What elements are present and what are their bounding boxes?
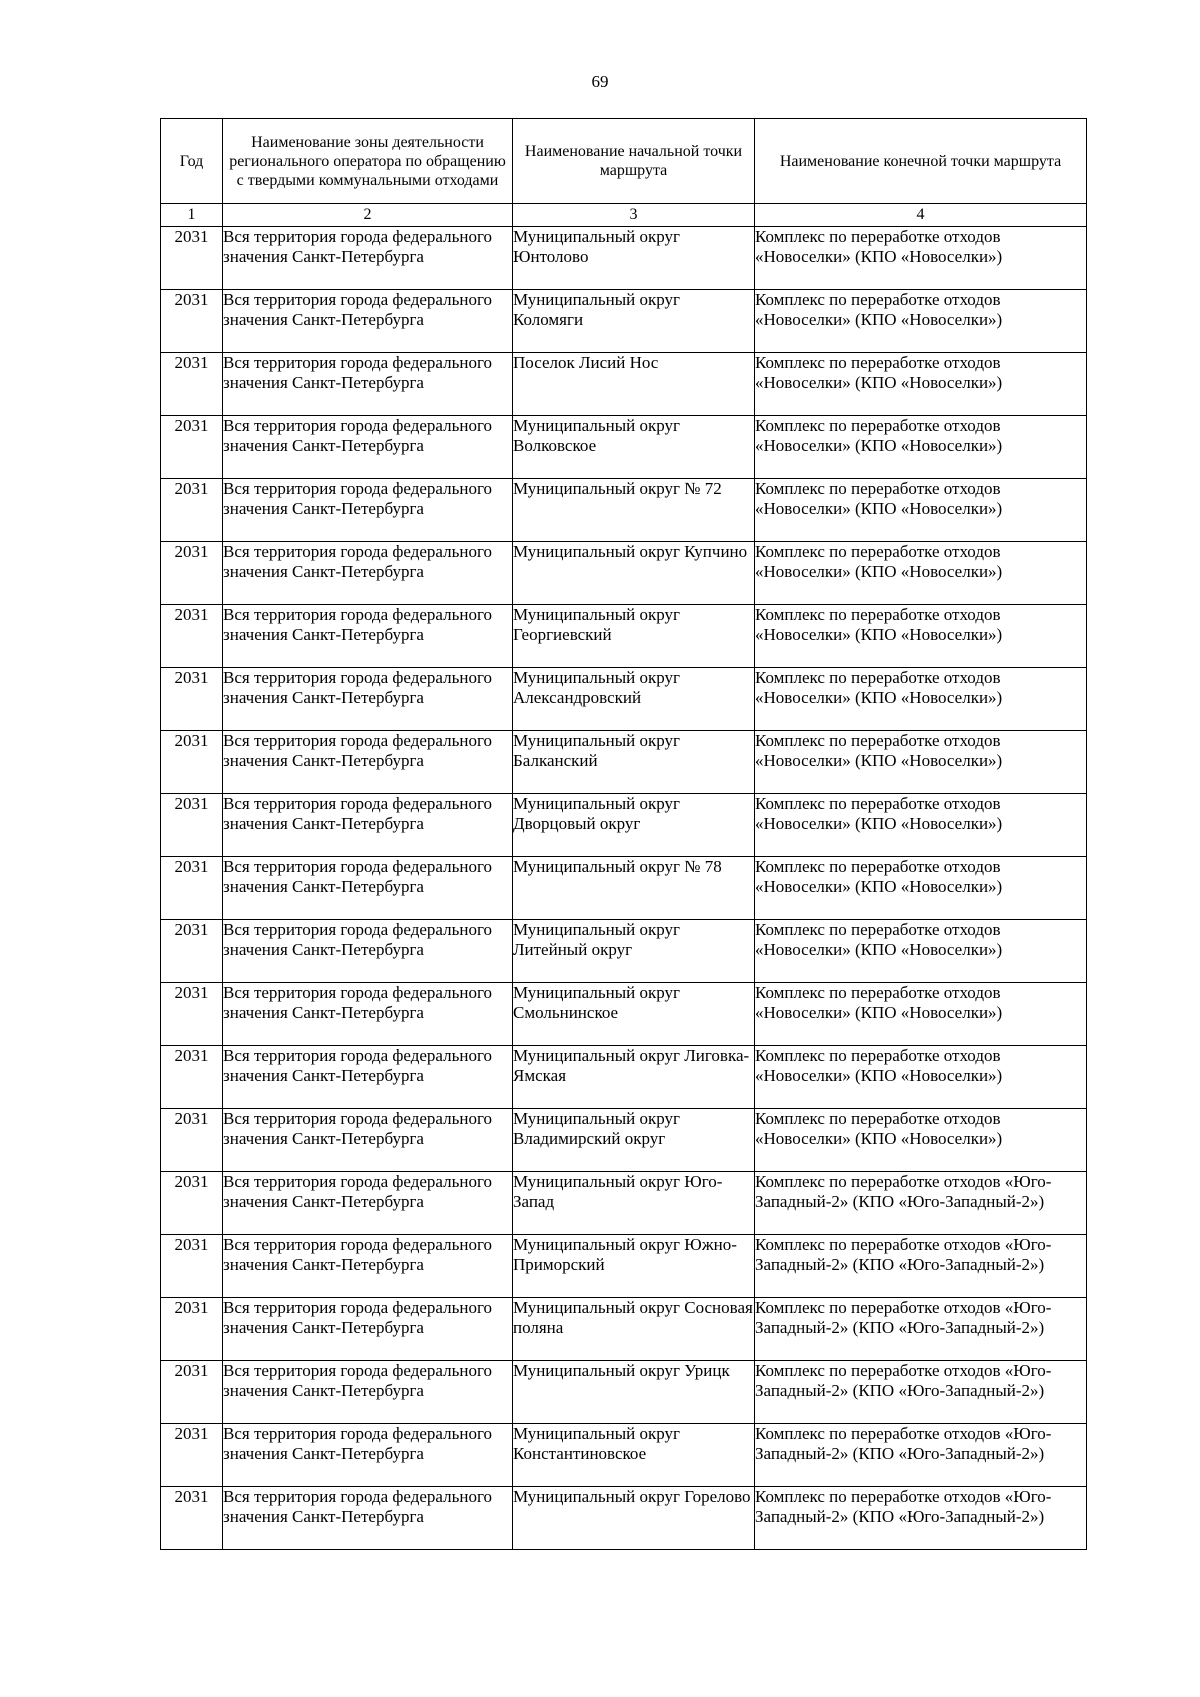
cell-year: 2031 — [161, 542, 223, 605]
cell-end-point: Комплекс по переработке отходов «Новоселки» (КПО «Новоселки») — [755, 353, 1087, 416]
cell-start-point: Муниципальный округ Литейный округ — [513, 920, 755, 983]
table-row — [161, 479, 1087, 542]
cell-year: 2031 — [161, 479, 223, 542]
cell-end-point: Комплекс по переработке отходов «Юго-Западный-2» (КПО «Юго-Западный-2») — [755, 1298, 1087, 1361]
cell-end-point: Комплекс по переработке отходов «Новоселки» (КПО «Новоселки») — [755, 227, 1087, 290]
cell-year: 2031 — [161, 227, 223, 290]
cell-zone: Вся территория города федерального значения Санкт-Петербурга — [223, 668, 513, 731]
cell-start-point: Муниципальный округ Дворцовый округ — [513, 794, 755, 857]
cell-zone: Вся территория города федерального значения Санкт-Петербурга — [223, 1046, 513, 1109]
cell-end-point: Комплекс по переработке отходов «Юго-Западный-2» (КПО «Юго-Западный-2») — [755, 1172, 1087, 1235]
table-row — [161, 920, 1087, 983]
cell-end-point: Комплекс по переработке отходов «Юго-Западный-2» (КПО «Юго-Западный-2») — [755, 1487, 1087, 1550]
column-number: 4 — [755, 204, 1087, 227]
cell-zone: Вся территория города федерального значения Санкт-Петербурга — [223, 542, 513, 605]
table-body — [161, 204, 1087, 1550]
table-row — [161, 1109, 1087, 1172]
cell-end-point: Комплекс по переработке отходов «Новоселки» (КПО «Новоселки») — [755, 668, 1087, 731]
cell-zone: Вся территория города федерального значения Санкт-Петербурга — [223, 1424, 513, 1487]
table-row — [161, 1298, 1087, 1361]
table-row — [161, 542, 1087, 605]
table-row — [161, 1361, 1087, 1424]
cell-year: 2031 — [161, 353, 223, 416]
table-row — [161, 983, 1087, 1046]
cell-zone: Вся территория города федерального значения Санкт-Петербурга — [223, 1235, 513, 1298]
cell-zone: Вся территория города федерального значения Санкт-Петербурга — [223, 1361, 513, 1424]
header-row — [161, 119, 1087, 204]
table-row — [161, 794, 1087, 857]
cell-end-point: Комплекс по переработке отходов «Новоселки» (КПО «Новоселки») — [755, 542, 1087, 605]
cell-zone: Вся территория города федерального значения Санкт-Петербурга — [223, 731, 513, 794]
cell-end-point: Комплекс по переработке отходов «Новоселки» (КПО «Новоселки») — [755, 290, 1087, 353]
cell-zone: Вся территория города федерального значения Санкт-Петербурга — [223, 605, 513, 668]
cell-year: 2031 — [161, 983, 223, 1046]
cell-start-point: Муниципальный округ Коломяги — [513, 290, 755, 353]
table-row — [161, 1487, 1087, 1550]
table-row — [161, 668, 1087, 731]
cell-start-point: Муниципальный округ Константиновское — [513, 1424, 755, 1487]
cell-year: 2031 — [161, 920, 223, 983]
cell-start-point: Муниципальный округ Южно-Приморский — [513, 1235, 755, 1298]
column-number: 1 — [161, 204, 223, 227]
table-row — [161, 353, 1087, 416]
cell-end-point: Комплекс по переработке отходов «Новоселки» (КПО «Новоселки») — [755, 605, 1087, 668]
cell-end-point: Комплекс по переработке отходов «Юго-Западный-2» (КПО «Юго-Западный-2») — [755, 1361, 1087, 1424]
cell-zone: Вся территория города федерального значения Санкт-Петербурга — [223, 920, 513, 983]
cell-start-point: Муниципальный округ Горелово — [513, 1487, 755, 1550]
table-row — [161, 1046, 1087, 1109]
cell-end-point: Комплекс по переработке отходов «Новоселки» (КПО «Новоселки») — [755, 731, 1087, 794]
cell-zone: Вся территория города федерального значения Санкт-Петербурга — [223, 1172, 513, 1235]
cell-year: 2031 — [161, 731, 223, 794]
cell-zone: Вся территория города федерального значения Санкт-Петербурга — [223, 983, 513, 1046]
cell-start-point: Муниципальный округ Смольнинское — [513, 983, 755, 1046]
cell-end-point: Комплекс по переработке отходов «Новоселки» (КПО «Новоселки») — [755, 857, 1087, 920]
table-row — [161, 731, 1087, 794]
cell-start-point: Муниципальный округ Волковское — [513, 416, 755, 479]
cell-start-point: Поселок Лисий Нос — [513, 353, 755, 416]
cell-year: 2031 — [161, 1298, 223, 1361]
header-zone: Наименование зоны деятельности регионального оператора по обращению с твердыми коммунальными отходами — [223, 119, 513, 204]
cell-start-point: Муниципальный округ № 78 — [513, 857, 755, 920]
table-row — [161, 857, 1087, 920]
cell-year: 2031 — [161, 290, 223, 353]
cell-year: 2031 — [161, 857, 223, 920]
cell-start-point: Муниципальный округ Купчино — [513, 542, 755, 605]
cell-year: 2031 — [161, 794, 223, 857]
cell-end-point: Комплекс по переработке отходов «Юго-Западный-2» (КПО «Юго-Западный-2») — [755, 1424, 1087, 1487]
route-table — [160, 118, 1087, 1550]
cell-year: 2031 — [161, 1172, 223, 1235]
column-number-row — [161, 204, 1087, 227]
cell-year: 2031 — [161, 1235, 223, 1298]
cell-zone: Вся территория города федерального значения Санкт-Петербурга — [223, 353, 513, 416]
cell-start-point: Муниципальный округ Георгиевский — [513, 605, 755, 668]
cell-start-point: Муниципальный округ Сосновая поляна — [513, 1298, 755, 1361]
cell-start-point: Муниципальный округ Балканский — [513, 731, 755, 794]
table-row — [161, 1424, 1087, 1487]
cell-year: 2031 — [161, 1046, 223, 1109]
cell-zone: Вся территория города федерального значения Санкт-Петербурга — [223, 416, 513, 479]
page-number: 69 — [591, 72, 609, 91]
header-start-point: Наименование начальной точки маршрута — [513, 119, 755, 204]
column-number: 2 — [223, 204, 513, 227]
cell-end-point: Комплекс по переработке отходов «Новоселки» (КПО «Новоселки») — [755, 920, 1087, 983]
cell-start-point: Муниципальный округ Александровский — [513, 668, 755, 731]
cell-end-point: Комплекс по переработке отходов «Юго-Западный-2» (КПО «Юго-Западный-2») — [755, 1235, 1087, 1298]
cell-year: 2031 — [161, 1424, 223, 1487]
table-row — [161, 416, 1087, 479]
cell-zone: Вся территория города федерального значения Санкт-Петербурга — [223, 794, 513, 857]
cell-end-point: Комплекс по переработке отходов «Новоселки» (КПО «Новоселки») — [755, 794, 1087, 857]
cell-zone: Вся территория города федерального значения Санкт-Петербурга — [223, 290, 513, 353]
cell-zone: Вся территория города федерального значения Санкт-Петербурга — [223, 857, 513, 920]
cell-start-point: Муниципальный округ № 72 — [513, 479, 755, 542]
header-end-point: Наименование конечной точки маршрута — [755, 119, 1087, 204]
cell-zone: Вся территория города федерального значения Санкт-Петербурга — [223, 1109, 513, 1172]
table-row — [161, 605, 1087, 668]
cell-start-point: Муниципальный округ Юго-Запад — [513, 1172, 755, 1235]
cell-year: 2031 — [161, 416, 223, 479]
cell-zone: Вся территория города федерального значения Санкт-Петербурга — [223, 1298, 513, 1361]
cell-year: 2031 — [161, 1487, 223, 1550]
cell-start-point: Муниципальный округ Юнтолово — [513, 227, 755, 290]
cell-zone: Вся территория города федерального значения Санкт-Петербурга — [223, 479, 513, 542]
column-number: 3 — [513, 204, 755, 227]
cell-year: 2031 — [161, 1109, 223, 1172]
cell-end-point: Комплекс по переработке отходов «Новоселки» (КПО «Новоселки») — [755, 479, 1087, 542]
cell-start-point: Муниципальный округ Урицк — [513, 1361, 755, 1424]
cell-year: 2031 — [161, 605, 223, 668]
cell-year: 2031 — [161, 668, 223, 731]
table-row — [161, 1172, 1087, 1235]
cell-end-point: Комплекс по переработке отходов «Новоселки» (КПО «Новоселки») — [755, 416, 1087, 479]
cell-end-point: Комплекс по переработке отходов «Новоселки» (КПО «Новоселки») — [755, 1046, 1087, 1109]
cell-year: 2031 — [161, 1361, 223, 1424]
cell-start-point: Муниципальный округ Владимирский округ — [513, 1109, 755, 1172]
cell-zone: Вся территория города федерального значения Санкт-Петербурга — [223, 227, 513, 290]
cell-start-point: Муниципальный округ Лиговка-Ямская — [513, 1046, 755, 1109]
table-row — [161, 227, 1087, 290]
header-year: Год — [161, 119, 223, 204]
cell-end-point: Комплекс по переработке отходов «Новоселки» (КПО «Новоселки») — [755, 983, 1087, 1046]
table-row — [161, 290, 1087, 353]
cell-end-point: Комплекс по переработке отходов «Новоселки» (КПО «Новоселки») — [755, 1109, 1087, 1172]
table-row — [161, 1235, 1087, 1298]
cell-zone: Вся территория города федерального значения Санкт-Петербурга — [223, 1487, 513, 1550]
